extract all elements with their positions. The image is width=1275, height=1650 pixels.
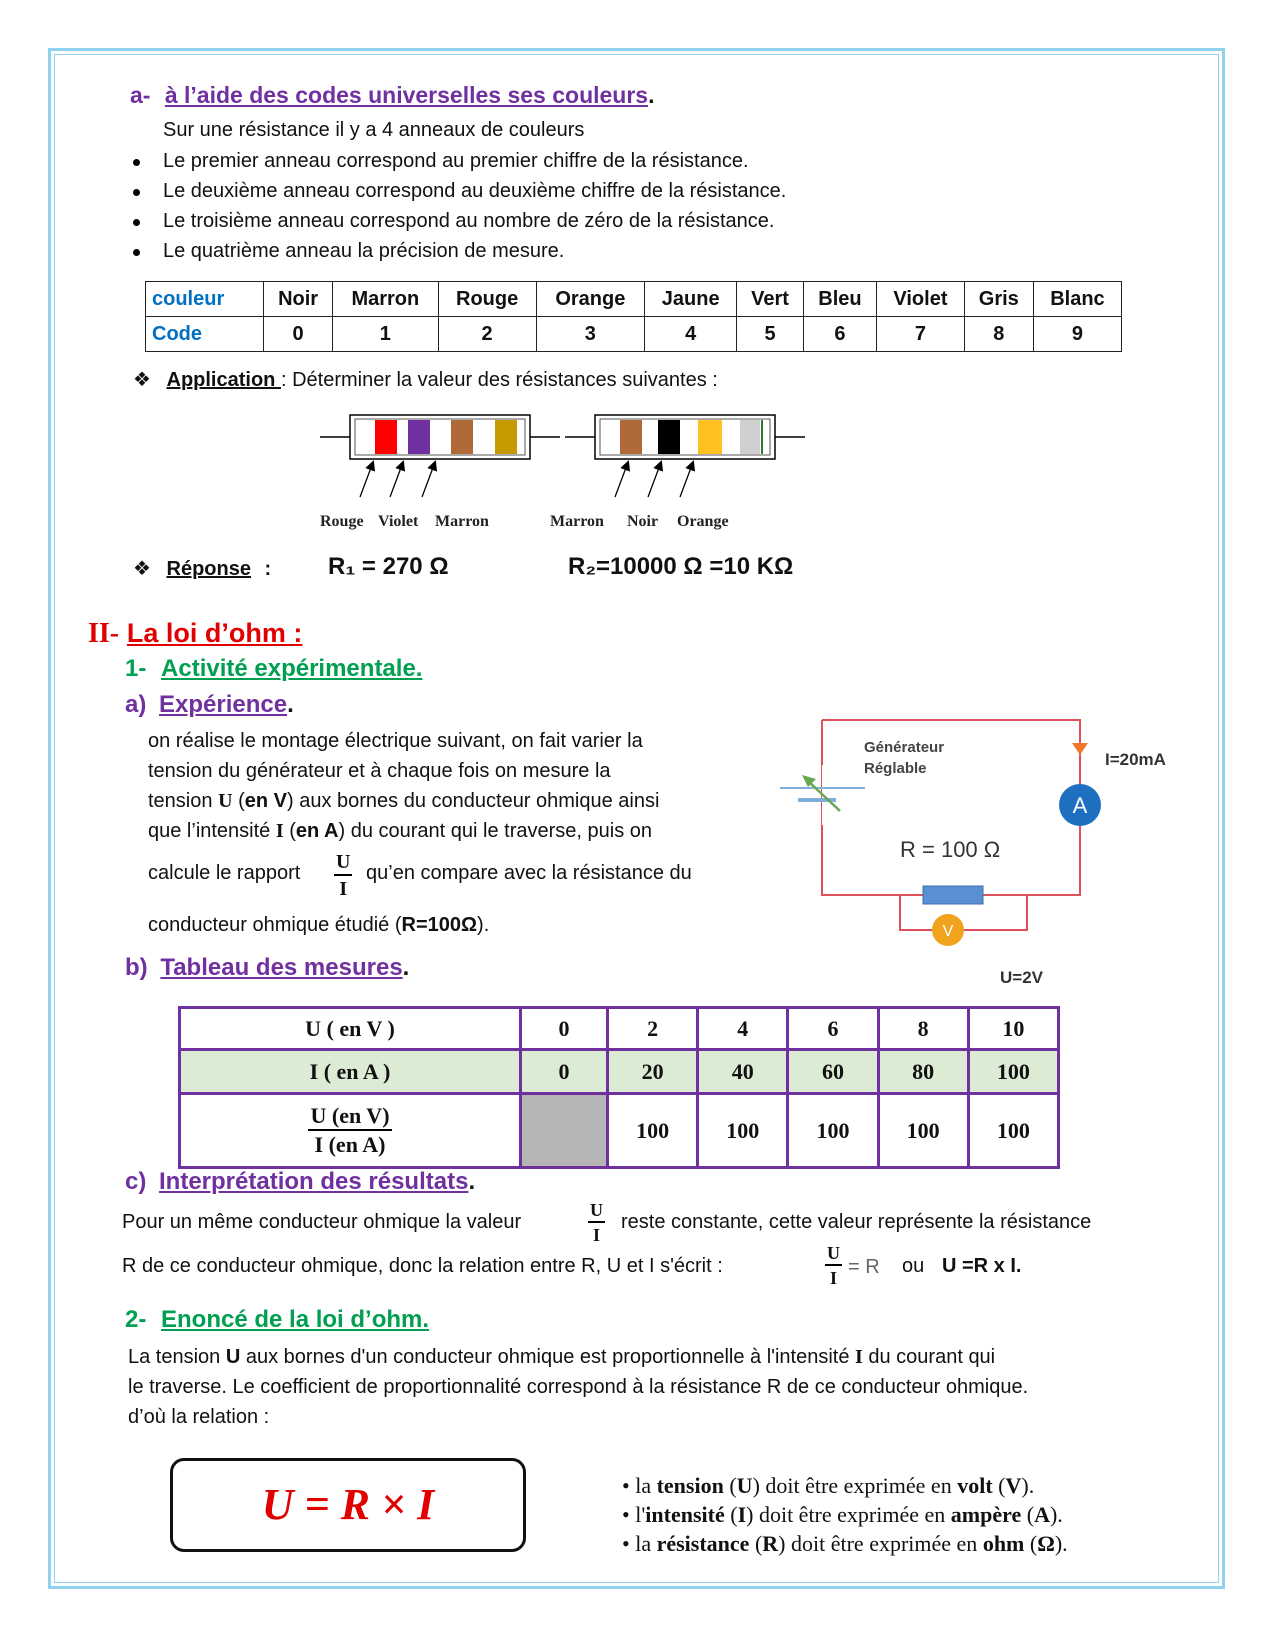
experience-title: Expérience bbox=[159, 691, 288, 718]
bullet-text: Le premier anneau correspond au premier chiffre de la résistance. bbox=[163, 150, 749, 172]
activity-title: Activité expérimentale. bbox=[161, 655, 423, 682]
resistor-2-band-3 bbox=[698, 420, 722, 454]
reponse-r2: R₂=10000 Ω =10 KΩ bbox=[568, 553, 794, 580]
experience-line: calcule le rapport bbox=[148, 862, 301, 884]
experience-line: conducteur ohmique étudié (R=100Ω). bbox=[148, 914, 490, 936]
table-cell: Gris bbox=[964, 282, 1033, 317]
table-cell-empty bbox=[521, 1094, 608, 1168]
application-line bbox=[133, 367, 718, 392]
bullet-text: Le quatrième anneau la précision de mesure. bbox=[163, 240, 565, 262]
resistor-1-band-2 bbox=[408, 420, 430, 454]
measures-table bbox=[178, 1006, 1060, 1169]
resistor-2-label: Orange bbox=[677, 513, 729, 530]
table-cell: 4 bbox=[645, 317, 737, 352]
resistor-2-band-2 bbox=[658, 420, 680, 454]
table-cell: 100 bbox=[608, 1094, 698, 1168]
table-cell: 60 bbox=[788, 1050, 878, 1094]
experience-line: qu’en compare avec la résistance du bbox=[366, 862, 692, 884]
experience-line: que l’intensité I (en A) du courant qui le traverse, puis on bbox=[148, 820, 653, 842]
arrow bbox=[615, 465, 627, 497]
table-cell: Vert bbox=[737, 282, 803, 317]
table-row bbox=[180, 1094, 1059, 1168]
experience-line: on réalise le montage électrique suivant, on fait varier la bbox=[148, 730, 643, 752]
reponse-label: Réponse bbox=[166, 558, 251, 580]
resistor-2-band-4 bbox=[740, 420, 760, 454]
units-item: • l'intensité (I) doit être exprimée en ampère (A). bbox=[622, 1502, 1063, 1527]
law-heading: 2- Enoncé de la loi d’ohm. bbox=[125, 1306, 430, 1333]
reponse-r1: R₁ = 270 Ω bbox=[328, 553, 449, 580]
arrow bbox=[422, 465, 434, 497]
table-cell: 8 bbox=[964, 317, 1033, 352]
table-cell: 5 bbox=[737, 317, 803, 352]
diamond-icon: ❖ bbox=[133, 369, 151, 391]
resistor-diagrams bbox=[320, 405, 810, 545]
table-row bbox=[180, 1008, 1059, 1050]
circuit-resistor bbox=[923, 886, 983, 904]
resistor-1-band-1 bbox=[375, 420, 397, 454]
interpretation-line: reste constante, cette valeur représente la résistance bbox=[621, 1211, 1092, 1233]
resistor-1-label: Rouge bbox=[320, 513, 364, 530]
table-cell: 0 bbox=[521, 1050, 608, 1094]
arrow bbox=[360, 465, 372, 497]
interpretation-line: R de ce conducteur ohmique, donc la relation entre R, U et I s'écrit : bbox=[122, 1255, 723, 1277]
resistor-1-label: Violet bbox=[378, 513, 419, 530]
table-cell: Rouge bbox=[438, 282, 536, 317]
table-cell: 0 bbox=[264, 317, 333, 352]
table-cell: 2 bbox=[438, 317, 536, 352]
bullet-icon: • bbox=[622, 1531, 630, 1556]
table-cell: 100 bbox=[698, 1094, 788, 1168]
interpretation-heading: c) Interprétation des résultats. bbox=[125, 1168, 476, 1195]
table-cell: Jaune bbox=[645, 282, 737, 317]
generator-label: Réglable bbox=[864, 760, 927, 777]
reponse-line: ❖ Réponse : bbox=[133, 558, 272, 580]
table-cell: Blanc bbox=[1033, 282, 1121, 317]
part-2-title: La loi d’ohm : bbox=[126, 618, 303, 648]
units-item: • la tension (U) doit être exprimée en volt (V). bbox=[622, 1473, 1035, 1498]
interpretation-or: ou bbox=[902, 1255, 925, 1277]
table-header-cell: U ( en V ) bbox=[180, 1008, 521, 1050]
application-label: Application bbox=[166, 369, 281, 391]
table-cell: Noir bbox=[264, 282, 333, 317]
bullet-icon bbox=[133, 189, 140, 196]
table-cell: 40 bbox=[698, 1050, 788, 1094]
table-row bbox=[146, 317, 1122, 352]
resistor-2-label: Marron bbox=[550, 513, 604, 530]
ohm-law-formula: U = R × I bbox=[261, 1480, 435, 1529]
table-cell: 1 bbox=[333, 317, 438, 352]
equals-r: = R bbox=[848, 1256, 880, 1278]
current-label: I=20mA bbox=[1105, 750, 1166, 769]
table-header-cell: couleur bbox=[146, 282, 264, 317]
table-cell: 80 bbox=[878, 1050, 968, 1094]
table-header-cell bbox=[180, 1094, 521, 1168]
law-line: le traverse. Le coefficient de proportionnalité correspond à la résistance R de ce conducteur ohmique. bbox=[128, 1376, 1029, 1398]
color-code-table bbox=[145, 281, 1122, 352]
table-cell: Orange bbox=[536, 282, 644, 317]
generator-label: Générateur bbox=[864, 739, 945, 756]
table-cell: Bleu bbox=[803, 282, 877, 317]
bullet-icon bbox=[133, 159, 140, 166]
ratio-fraction: $\frac{\text{U (en V)}}{\text{I (en A)}}$ bbox=[310, 1103, 390, 1157]
bullet-text: Le deuxième anneau correspond au deuxième chiffre de la résistance. bbox=[163, 180, 787, 202]
voltage-label: U=2V bbox=[1000, 968, 1043, 987]
experience-heading: a) Expérience. bbox=[125, 691, 294, 718]
arrow bbox=[390, 465, 402, 497]
table-cell: 6 bbox=[803, 317, 877, 352]
resistor-label: R = 100 Ω bbox=[900, 837, 1001, 862]
section-a-intro: Sur une résistance il y a 4 anneaux de couleurs bbox=[163, 119, 585, 141]
table-cell: 4 bbox=[698, 1008, 788, 1050]
table-cell: 100 bbox=[788, 1094, 878, 1168]
fraction-u-over-i: $\frac{U}{I}$ bbox=[336, 851, 351, 900]
bullet-text: Le troisième anneau correspond au nombre de zéro de la résistance. bbox=[163, 210, 775, 232]
experience-line: tension U (en V) aux bornes du conducteur ohmique ainsi bbox=[148, 790, 660, 812]
bullet-icon: • bbox=[622, 1473, 630, 1498]
resistor-1-band-4 bbox=[495, 420, 517, 454]
bullet-icon bbox=[133, 219, 140, 226]
table-cell: 3 bbox=[536, 317, 644, 352]
current-arrow-icon bbox=[1072, 743, 1088, 755]
diamond-icon: ❖ bbox=[133, 558, 151, 580]
table-cell: 7 bbox=[877, 317, 965, 352]
circuit-wire bbox=[822, 720, 1080, 895]
ammeter-label: A bbox=[1072, 793, 1088, 818]
table-header-cell: I ( en A ) bbox=[180, 1050, 521, 1094]
table-cell: 8 bbox=[878, 1008, 968, 1050]
table-cell: Marron bbox=[333, 282, 438, 317]
table-cell: 20 bbox=[608, 1050, 698, 1094]
circuit-diagram bbox=[780, 705, 1220, 990]
table-cell: 9 bbox=[1033, 317, 1121, 352]
section-a-title: à l’aide des codes universelles ses couleurs bbox=[164, 82, 649, 108]
resistor-1-band-3 bbox=[451, 420, 473, 454]
table-row bbox=[146, 282, 1122, 317]
table-cell: 6 bbox=[788, 1008, 878, 1050]
law-line: La tension U aux bornes d'un conducteur ohmique est proportionnelle à l'intensité I du courant qui bbox=[128, 1346, 996, 1368]
section-a-heading: a- à l’aide des codes universelles ses couleurs. bbox=[130, 82, 655, 108]
ohm-law-formula-box bbox=[170, 1458, 526, 1552]
law-line: d’où la relation : bbox=[128, 1406, 270, 1428]
arrow bbox=[648, 465, 660, 497]
fraction-u-over-i: $\frac{U}{I}$ bbox=[590, 1200, 603, 1245]
bullet-icon bbox=[133, 249, 140, 256]
resistor-2-label: Noir bbox=[627, 513, 659, 530]
table-cell: 2 bbox=[608, 1008, 698, 1050]
units-item: • la résistance (R) doit être exprimée en ohm (Ω). bbox=[622, 1531, 1068, 1556]
measures-heading: b) Tableau des mesures. bbox=[125, 954, 410, 981]
table-cell: Violet bbox=[877, 282, 965, 317]
table-header-cell: Code bbox=[146, 317, 264, 352]
activity-heading: 1- Activité expérimentale. bbox=[125, 655, 423, 682]
table-cell: 100 bbox=[968, 1050, 1058, 1094]
part-2-heading: II- La loi d’ohm : bbox=[88, 618, 303, 649]
resistor-2-band-1 bbox=[620, 420, 642, 454]
fraction-u-over-i: $\frac{U}{I}$ bbox=[827, 1243, 840, 1288]
interpretation-title: Interprétation des résultats bbox=[159, 1168, 469, 1195]
experience-line: tension du générateur et à chaque fois on mesure la bbox=[148, 760, 611, 782]
interpretation-line: Pour un même conducteur ohmique la valeur bbox=[122, 1211, 522, 1233]
table-cell: 10 bbox=[968, 1008, 1058, 1050]
table-cell: 100 bbox=[968, 1094, 1058, 1168]
table-cell: 0 bbox=[521, 1008, 608, 1050]
arrow bbox=[680, 465, 692, 497]
table-cell: 100 bbox=[878, 1094, 968, 1168]
table-row bbox=[180, 1050, 1059, 1094]
resistor-1-label: Marron bbox=[435, 513, 489, 530]
bullet-icon: • bbox=[622, 1502, 630, 1527]
application-text: : Déterminer la valeur des résistances suivantes : bbox=[280, 369, 718, 391]
voltmeter-label: V bbox=[942, 923, 954, 940]
interpretation-formula: U =R x I. bbox=[942, 1255, 1022, 1277]
measures-title: Tableau des mesures bbox=[160, 954, 403, 981]
law-title: Enoncé de la loi d’ohm. bbox=[161, 1306, 430, 1333]
